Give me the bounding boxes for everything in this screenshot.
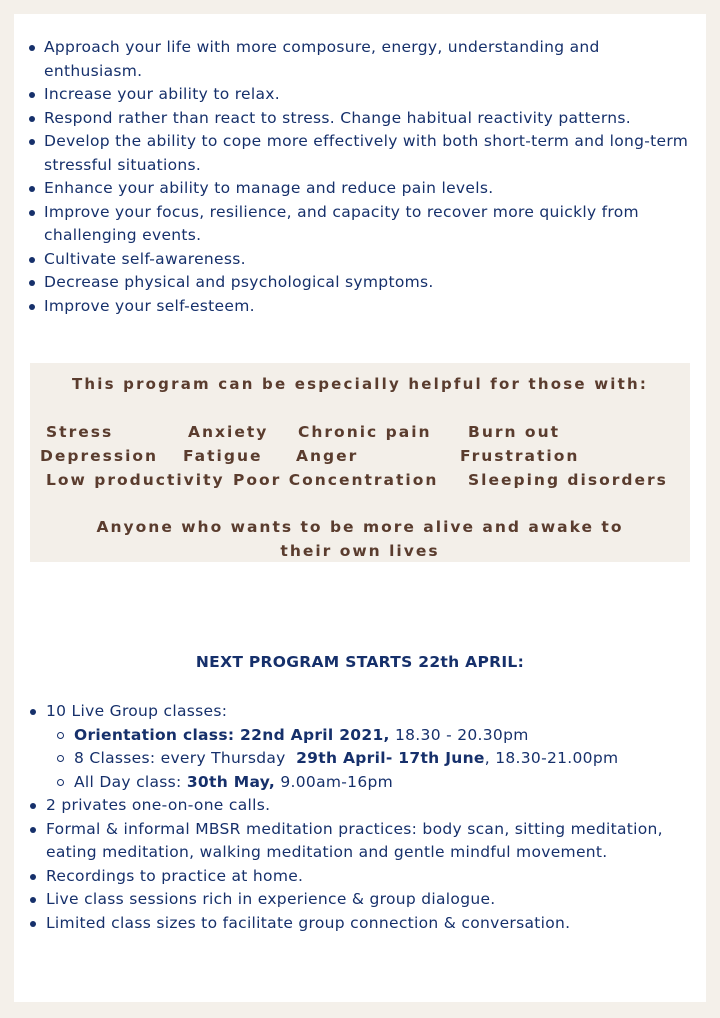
detail-item: Limited class sizes to facilitate group connection & conversation. bbox=[14, 912, 706, 936]
circle-bullet-icon bbox=[57, 779, 64, 786]
bullet-icon bbox=[30, 921, 36, 927]
condition-label: Burn out bbox=[468, 423, 561, 441]
bullet-icon bbox=[30, 827, 36, 833]
program-details-list bbox=[14, 700, 706, 935]
condition-label: Anxiety bbox=[188, 423, 269, 441]
helpful-for-box bbox=[30, 363, 690, 562]
condition-label: Fatigue bbox=[183, 447, 263, 465]
next-program-heading: NEXT PROGRAM STARTS 22th APRIL: bbox=[195, 653, 525, 671]
benefit-item: Improve your focus, resilience, and capacity to recover more quickly from challenging events. bbox=[14, 201, 706, 248]
detail-item: 2 privates one-on-one calls. bbox=[14, 794, 706, 818]
session-item: All Day class: 30th May, 9.00am-16pm bbox=[46, 771, 698, 795]
flyer-page bbox=[14, 14, 706, 1002]
bullet-icon bbox=[29, 186, 35, 192]
condition-label: Frustration bbox=[460, 447, 580, 465]
condition-label: Chronic pain bbox=[298, 423, 432, 441]
session-item: Orientation class: 22nd April 2021, 18.30 - 20.30pm bbox=[46, 724, 698, 748]
bullet-icon bbox=[29, 257, 35, 263]
helpful-heading: This program can be especially helpful for those with: bbox=[71, 375, 649, 393]
sessions-list bbox=[46, 724, 698, 795]
detail-item: Live class sessions rich in experience & group dialogue. bbox=[14, 888, 706, 912]
condition-label: Stress bbox=[46, 423, 114, 441]
circle-bullet-icon bbox=[57, 755, 64, 762]
benefit-item: Increase your ability to relax. bbox=[14, 83, 706, 107]
condition-label: Poor Concentration bbox=[233, 471, 439, 489]
condition-label: Depression bbox=[40, 447, 159, 465]
bullet-icon bbox=[30, 709, 36, 715]
bullet-icon bbox=[30, 874, 36, 880]
benefit-item: Enhance your ability to manage and reduce pain levels. bbox=[14, 177, 706, 201]
benefit-item: Decrease physical and psychological symptoms. bbox=[14, 271, 706, 295]
bullet-icon bbox=[29, 116, 35, 122]
detail-item: Recordings to practice at home. bbox=[14, 865, 706, 889]
detail-item: 10 Live Group classes: Orientation class: 22nd April 2021, 18.30 - 20.30pm 8 Classes: every Thursday 29th April- 17th June, 18.30-21.00pm All Day class: 30th May, 9.00am-16pm bbox=[14, 700, 706, 794]
benefit-item: Develop the ability to cope more effectively with both short-term and long-term stressful situations. bbox=[14, 130, 706, 177]
bullet-icon bbox=[29, 210, 35, 216]
benefit-item: Cultivate self-awareness. bbox=[14, 248, 706, 272]
condition-label: Anger bbox=[296, 447, 359, 465]
condition-label: Low productivity bbox=[46, 471, 225, 489]
bullet-icon bbox=[29, 139, 35, 145]
benefit-item: Approach your life with more composure, energy, understanding and enthusiasm. bbox=[14, 36, 706, 83]
circle-bullet-icon bbox=[57, 732, 64, 739]
bullet-icon bbox=[29, 45, 35, 51]
detail-item: Formal & informal MBSR meditation practices: body scan, sitting meditation, eating meditation, walking meditation and gentle mindful movement. bbox=[14, 818, 706, 865]
bullet-icon bbox=[29, 304, 35, 310]
session-item: 8 Classes: every Thursday 29th April- 17th June, 18.30-21.00pm bbox=[46, 747, 698, 771]
bullet-icon bbox=[29, 280, 35, 286]
bullet-icon bbox=[29, 92, 35, 98]
benefit-item: Improve your self-esteem. bbox=[14, 295, 706, 319]
benefit-item: Respond rather than react to stress. Change habitual reactivity patterns. bbox=[14, 107, 706, 131]
bullet-icon bbox=[30, 803, 36, 809]
condition-label: Sleeping disorders bbox=[468, 471, 668, 489]
bullet-icon bbox=[30, 897, 36, 903]
benefits-list bbox=[14, 36, 706, 318]
closing-statement: Anyone who wants to be more alive and awake to their own lives bbox=[96, 518, 624, 560]
